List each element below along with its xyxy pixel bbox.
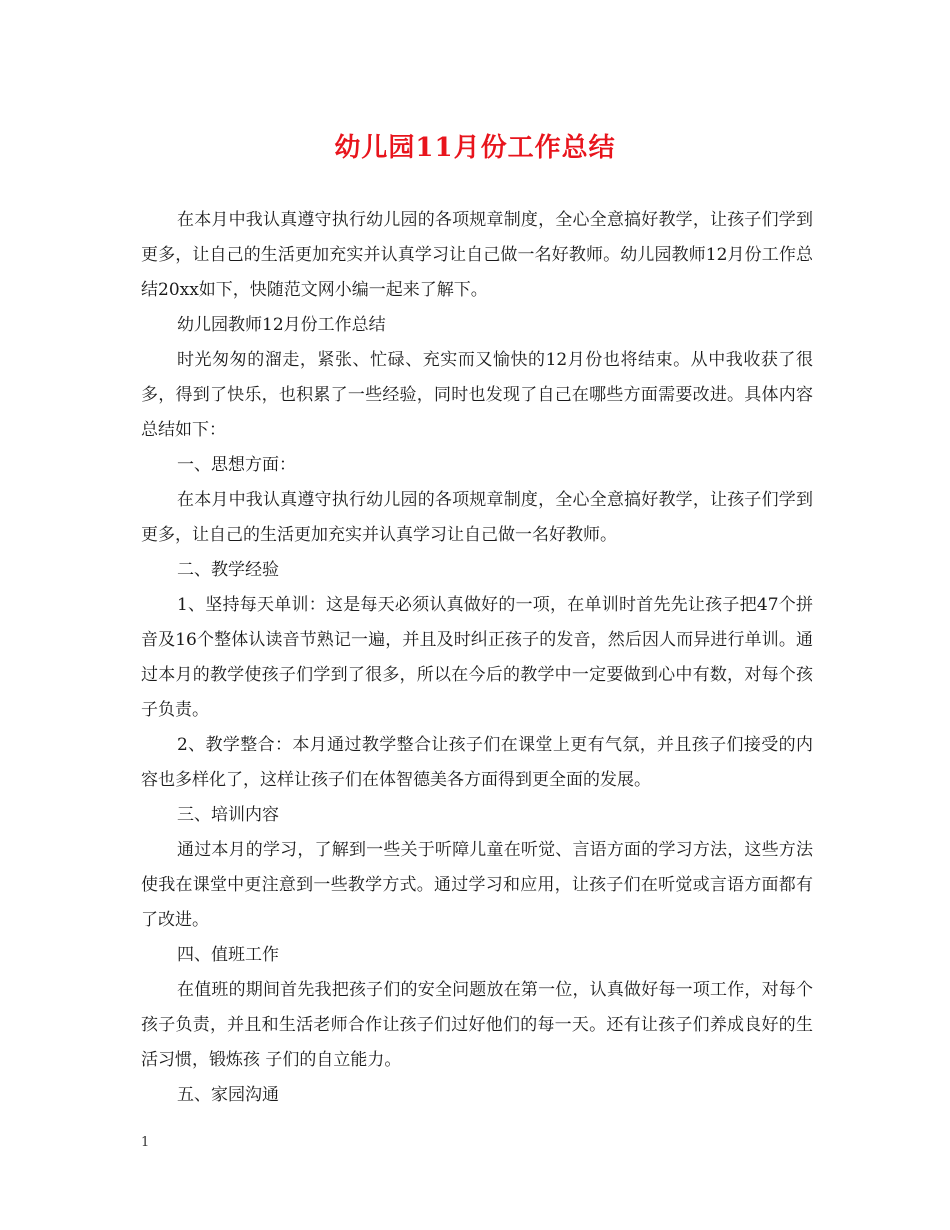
paragraph-intro: 在本月中我认真遵守执行幼儿园的各项规章制度，全心全意搞好教学，让孩子们学到更多，让自己的生活更加充实并认真学习让自己做一名好教师。幼儿园教师12月份工作总结20xx如下，快随范文网小编一起来了解下。 bbox=[141, 210, 813, 300]
section-heading-training: 三、培训内容 bbox=[177, 805, 279, 825]
document-body bbox=[141, 203, 813, 1113]
paragraph-training: 通过本月的学习，了解到一些关于听障儿童在听觉、言语方面的学习方法，这些方法使我在课堂中更注意到一些教学方式。通过学习和应用，让孩子们在听觉或言语方面都有了改进。 bbox=[141, 840, 813, 930]
page-number: 1 bbox=[141, 1135, 150, 1150]
paragraph-subtitle: 幼儿园教师12月份工作总结 bbox=[177, 315, 386, 335]
paragraph-opening: 时光匆匆的溜走，紧张、忙碌、充实而又愉快的12月份也将结束。从中我收获了很多，得到了快乐，也积累了一些经验，同时也发现了自己在哪些方面需要改进。具体内容总结如下： bbox=[141, 350, 813, 440]
paragraph-teaching-2: 2、教学整合：本月通过教学整合让孩子们在课堂上更有气氛，并且孩子们接受的内容也多样化了，这样让孩子们在体智德美各方面得到更全面的发展。 bbox=[141, 735, 813, 790]
paragraph-teaching-1: 1、坚持每天单训：这是每天必须认真做好的一项，在单训时首先先让孩子把47个拼音及16个整体认读音节熟记一遍，并且及时纠正孩子的发音，然后因人而异进行单训。通过本月的教学使孩子们学到了很多，所以在今后的教学中一定要做到心中有数，对每个孩子负责。 bbox=[141, 595, 813, 720]
paragraph-thought: 在本月中我认真遵守执行幼儿园的各项规章制度，全心全意搞好教学，让孩子们学到更多，让自己的生活更加充实并认真学习让自己做一名好教师。 bbox=[141, 490, 813, 545]
document-title: 幼儿园11月份工作总结 bbox=[334, 133, 616, 163]
paragraph-duty: 在值班的期间首先我把孩子们的安全问题放在第一位，认真做好每一项工作，对每个孩子负责，并且和生活老师合作让孩子们过好他们的每一天。还有让孩子们养成良好的生活习惯，锻炼孩 子们的自立能力。 bbox=[141, 980, 813, 1070]
section-heading-thought: 一、思想方面： bbox=[177, 455, 296, 475]
section-heading-duty: 四、值班工作 bbox=[177, 945, 279, 965]
section-heading-home-school: 五、家园沟通 bbox=[177, 1085, 279, 1105]
section-heading-teaching: 二、教学经验 bbox=[177, 560, 279, 580]
